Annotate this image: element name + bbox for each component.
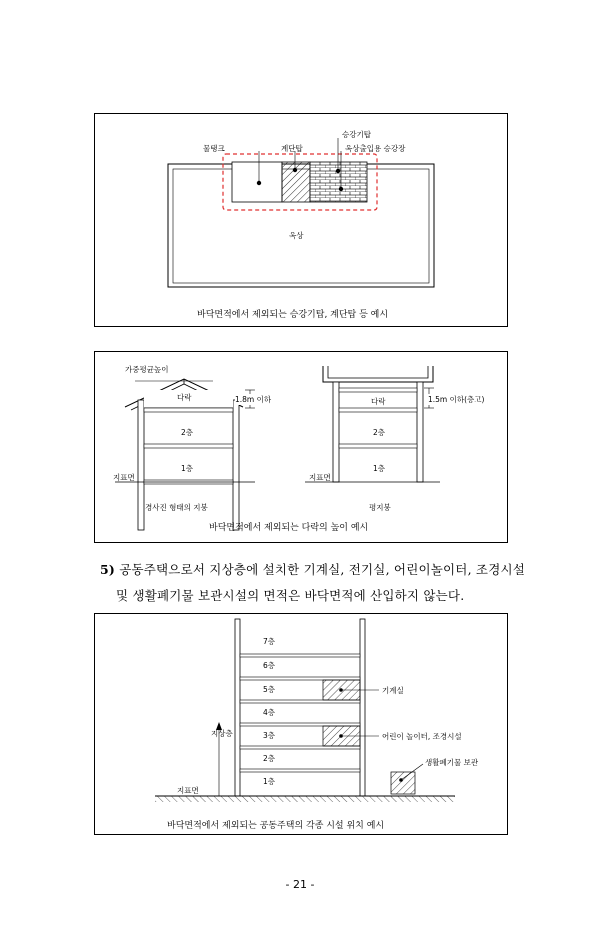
label-playground: 어린이 놀이터, 조경시설	[382, 732, 462, 741]
paragraph-line2	[116, 586, 464, 604]
paragraph-text-2: 및 생활폐기물 보관시설의 면적은 바닥면적에 산입하지 않는다.	[116, 588, 465, 603]
label-floor2-left: 2층	[181, 428, 194, 437]
floor-7: 7층	[263, 637, 276, 646]
figure2-caption: 바닥면적에서 제외되는 다락의 높이 예시	[209, 523, 369, 533]
label-attic-right: 다락	[371, 397, 386, 406]
floor-1: 1층	[263, 777, 276, 786]
floor-6: 6층	[263, 661, 276, 670]
figure-attic	[94, 351, 508, 543]
label-flat-roof: 평지붕	[369, 503, 391, 512]
label-water-tank: 물탱크	[203, 144, 225, 153]
paragraph-line1	[100, 560, 525, 578]
label-avg-height: 가중평균높이	[125, 365, 169, 374]
paragraph-number: 5)	[100, 562, 116, 577]
stair-tower-box	[282, 162, 310, 202]
elevator-box	[310, 162, 367, 202]
floor-3: 3층	[263, 731, 276, 740]
page-number: - 21 -	[285, 878, 315, 891]
floor-2: 2층	[263, 754, 276, 763]
waste-storage-box	[391, 772, 415, 794]
attic-diagram	[95, 352, 507, 542]
label-ground-left: 지표면	[113, 473, 135, 482]
label-attic-left: 다락	[177, 393, 192, 402]
label-sloped-roof: 경사진 형태의 지붕	[145, 503, 208, 512]
label-floor1-left: 1층	[181, 464, 194, 473]
label-floor1-right: 1층	[373, 464, 386, 473]
label-stair-tower: 계단탑	[281, 144, 303, 153]
figure-apartment	[94, 613, 508, 835]
label-ground: 지표면	[177, 786, 199, 795]
paragraph-text-1: 공동주택으로서 지상층에 설치한 기계실, 전기실, 어린이놀이터, 조경시설	[119, 562, 526, 577]
label-waste-storage: 생활폐기물 보관	[425, 758, 479, 767]
figure-rooftop	[94, 113, 508, 327]
figure3-caption: 바닥면적에서 제외되는 공동주택의 각종 시설 위치 예시	[167, 821, 385, 831]
label-floor2-right: 2층	[373, 428, 386, 437]
floor-4: 4층	[263, 708, 276, 717]
figure1-caption: 바닥면적에서 제외되는 승강기탑, 계단탑 등 예시	[197, 310, 389, 320]
label-1-5m: 1.5m 이하(층고)	[428, 395, 485, 404]
apartment-diagram	[95, 614, 507, 834]
label-machine-room: 기계실	[382, 686, 404, 695]
label-rooftop-elevator: 옥상출입용 승강장	[345, 144, 406, 153]
label-rooftop: 옥상	[289, 231, 304, 240]
water-tank-box	[232, 162, 282, 202]
label-ground-right: 지표면	[309, 473, 331, 482]
label-1-8m: 1.8m 이하	[235, 395, 272, 404]
label-elevator-tower: 승강기탑	[342, 130, 371, 139]
floor-5: 5층	[263, 685, 276, 694]
label-above-ground: 지상층	[211, 729, 233, 738]
